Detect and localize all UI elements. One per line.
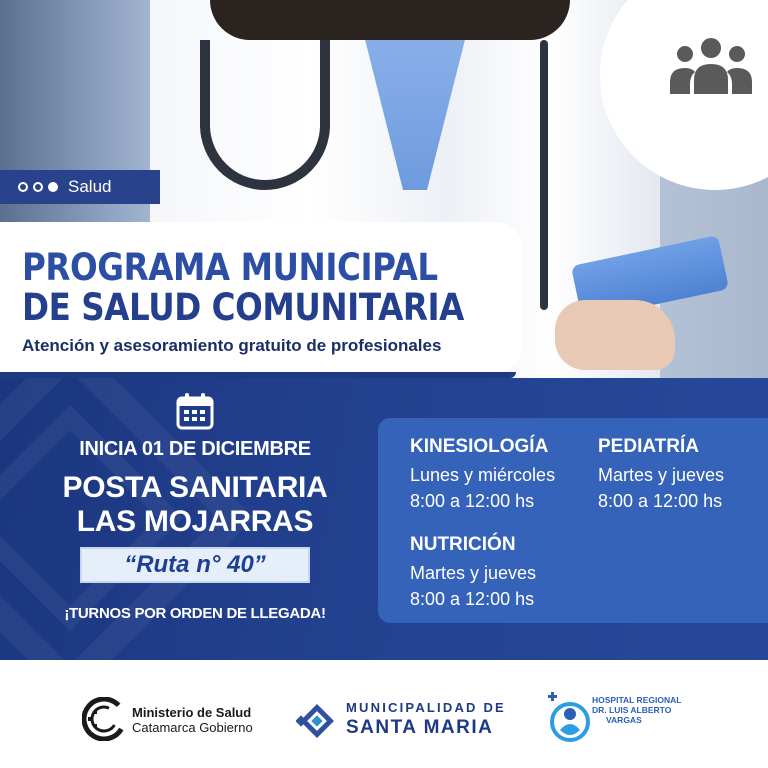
service-nutricion — [410, 534, 536, 612]
ministry-text — [132, 705, 253, 735]
place-name-line-1: POSTA SANITARIA — [62, 471, 328, 504]
service-kinesiologia — [410, 436, 555, 514]
municipality-line-1: MUNICIPALIDAD DE — [346, 700, 506, 715]
service-hours: 8:00 a 12:00 hs — [598, 491, 723, 511]
service-hours: 8:00 a 12:00 hs — [410, 491, 535, 511]
category-tag — [0, 170, 160, 204]
title-card — [0, 222, 522, 372]
title-line-1: PROGRAMA MUNICIPAL — [22, 246, 438, 289]
place-name-line-2: LAS MOJARRAS — [76, 505, 314, 538]
service-days: Lunes y miércoles — [410, 465, 556, 485]
municipality-logo — [296, 700, 338, 742]
hospital-logo — [548, 690, 592, 744]
hospital-line-1: HOSPITAL REGIONAL — [592, 695, 682, 705]
calendar-icon — [176, 392, 214, 430]
people-icon — [668, 36, 754, 96]
event-info — [20, 438, 370, 622]
dots-icon — [18, 182, 58, 192]
service-days: Martes y jueves — [410, 563, 537, 583]
service-name: NUTRICIÓN — [410, 534, 516, 555]
title-subtitle: Atención y asesoramiento gratuito de profesionales — [22, 336, 442, 355]
start-date: INICIA 01 DE DICIEMBRE — [79, 438, 311, 460]
service-hours: 8:00 a 12:00 hs — [410, 589, 535, 609]
turnos-note: ¡TURNOS POR ORDEN DE LLEGADA! — [64, 605, 326, 622]
route-label: “Ruta n° 40” — [80, 547, 310, 583]
ministry-sub: Catamarca Gobierno — [132, 720, 253, 735]
municipality-line-2: SANTA MARIA — [346, 717, 494, 738]
service-name: KINESIOLOGÍA — [410, 436, 549, 457]
category-label: Salud — [68, 177, 112, 196]
schedule-box — [378, 418, 768, 623]
ministry-logo — [82, 697, 126, 741]
service-days: Martes y jueves — [598, 465, 725, 485]
service-pediatria — [598, 436, 724, 514]
title-line-2: DE SALUD COMUNITARIA — [22, 286, 464, 329]
hospital-line-2: DR. LUIS ALBERTO — [592, 705, 672, 715]
hospital-line-3: VARGAS — [606, 715, 642, 725]
hospital-text — [592, 695, 681, 725]
ministry-name: Ministerio de Salud — [132, 705, 252, 720]
service-name: PEDIATRÍA — [598, 436, 699, 457]
municipality-text — [346, 700, 506, 739]
